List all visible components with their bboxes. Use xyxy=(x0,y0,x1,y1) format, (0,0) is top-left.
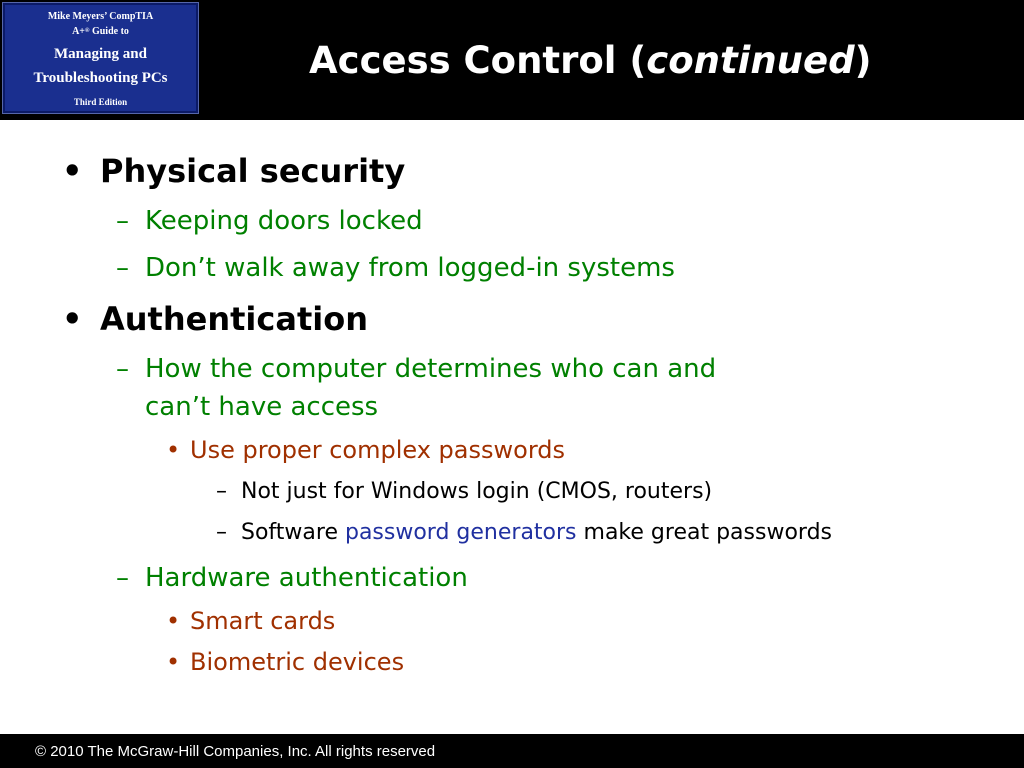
slide-title: Access Control (continued) xyxy=(309,39,872,82)
logo-edition: Third Edition xyxy=(73,97,128,107)
logo-author-line: Mike Meyers’ CompTIA xyxy=(47,11,154,22)
logo-guide-line: A+® Guide to xyxy=(72,26,129,37)
copyright-text: © 2010 The McGraw-Hill Companies, Inc. All rights reserved xyxy=(35,743,436,760)
password-generators-highlight: password generators xyxy=(344,520,577,545)
slide-body: • Physical security – Keeping doors locked – Don’t walk away from logged-in systems • Authentication – How the computer determines who can and can’t have access • Use proper complex passwords – Not just for Windows login (CMOS, routers) – Software password generators make great passwords – Hardware authentication • Smart cards • Biometric devices xyxy=(62,152,832,676)
footer-bar xyxy=(0,734,1024,768)
logo-title-line-1: Managing and xyxy=(54,46,147,62)
logo-title-line-2: Troubleshooting PCs xyxy=(33,70,168,86)
